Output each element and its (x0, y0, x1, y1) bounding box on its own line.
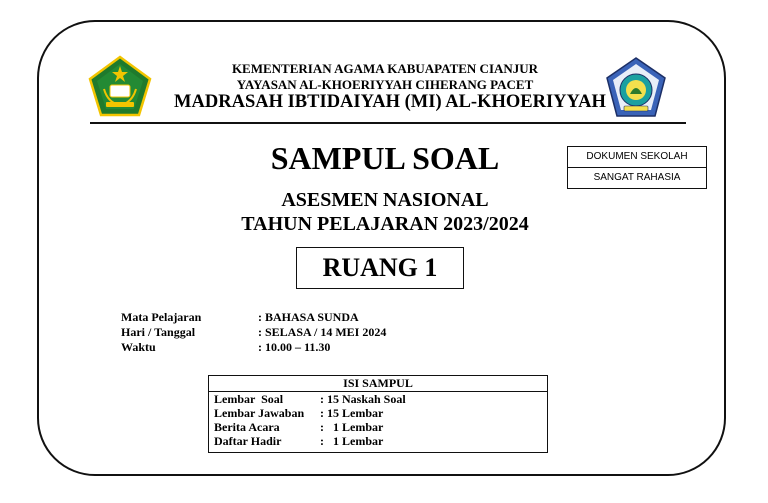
contents-row (209, 406, 547, 420)
contents-label: Lembar Soal (214, 392, 284, 406)
info-row-date (121, 325, 386, 340)
info-label: Mata Pelajaran (121, 310, 202, 324)
contents-value: : 1 Lembar (320, 420, 384, 434)
contents-label: Berita Acara (214, 420, 280, 434)
header-line-ministry: KEMENTERIAN AGAMA KABUAPATEN CIANJUR (231, 61, 539, 76)
contents-value: : 15 Lembar (320, 406, 384, 420)
info-value: : SELASA / 14 MEI 2024 (258, 325, 387, 339)
envelope-contents-box (208, 375, 548, 453)
contents-label: Lembar Jawaban (214, 406, 305, 420)
contents-row (209, 392, 547, 406)
info-value: : BAHASA SUNDA (258, 310, 359, 324)
header-divider (90, 122, 686, 124)
page-title: SAMPUL SOAL (270, 140, 500, 176)
contents-heading: ISI SAMPUL (209, 376, 547, 392)
exam-name: ASESMEN NASIONAL (281, 189, 489, 211)
document-label-school: DOKUMEN SEKOLAH (586, 151, 688, 162)
contents-value: : 15 Naskah Soal (320, 392, 406, 406)
info-row-time (121, 340, 386, 355)
info-row-subject (121, 310, 386, 325)
academic-year: TAHUN PELAJARAN 2023/2024 (241, 213, 529, 235)
exam-info (121, 310, 386, 355)
header-line-foundation: YAYASAN AL-KHOERIYYAH CIHERANG PACET (236, 77, 534, 92)
contents-value: : 1 Lembar (320, 434, 384, 448)
contents-row (209, 420, 547, 434)
contents-row (209, 434, 547, 448)
document-label-confidential: SANGAT RAHASIA (568, 167, 706, 188)
document-label-box (567, 146, 707, 189)
kemenag-logo-icon (88, 55, 152, 119)
contents-label: Daftar Hadir (214, 434, 282, 448)
info-label: Hari / Tanggal (121, 325, 196, 339)
info-label: Waktu (121, 340, 156, 354)
header-line-school: MADRASAH IBTIDAIYAH (MI) AL-KHOERIYYAH (174, 92, 606, 112)
room-box: RUANG 1 (296, 247, 464, 289)
info-value: : 10.00 – 11.30 (258, 340, 331, 354)
